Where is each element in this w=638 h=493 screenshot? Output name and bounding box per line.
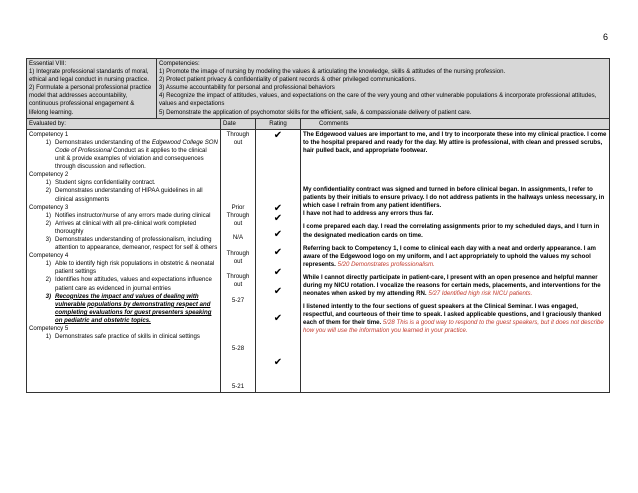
comments-cell	[301, 129, 610, 392]
comment-paragraph: The Edgewood values are important to me, and I try to incorporate these into my clinical practice. I come to the hospital prepared and ready for the day. My attire is professional, with clean and pressed scrubs, hair pulled back, and appropriate footwear.	[303, 130, 607, 154]
competency-line: 1) Promote the image of nursing by modeling the values & articulating the knowledge, skills & attitudes of the nursing profession.	[159, 68, 506, 76]
page-number: 6	[602, 32, 608, 42]
comment-paragraph: I have not had to address any errors thus far.	[303, 210, 434, 218]
evaluation-table	[26, 58, 610, 393]
list-item: 3) Recognizes the impact and values of dealing with vulnerable populations by demonstrating respect and completing evaluations for guest presenters speaking on pediatric and obstetric topics.	[45, 292, 212, 324]
list-item: 1) Demonstrates safe practice of skills in clinical settings	[45, 333, 200, 341]
list-item: 1) Demonstrates understanding of the Edgewood College SON Code of Professional Conduct as it applies to the clinical unit & provide examples of violation and consequences through discussion and reflection.	[45, 138, 218, 171]
date-value: out	[233, 220, 243, 228]
competency-list-cell	[27, 129, 221, 392]
checkmark-icon: ✔	[273, 246, 283, 258]
checkmark-icon: ✔	[273, 212, 283, 224]
competency-4-heading: Competency 4	[29, 252, 69, 260]
competency-3-heading: Competency 3	[29, 203, 69, 211]
competency-5-heading: Competency 5	[29, 325, 69, 332]
instructor-note: 5/27 Identified high risk NICU patients.	[428, 290, 533, 298]
essential-title: Essential VIII:	[29, 60, 67, 67]
list-item: 3) Demonstrates understanding of professionalism, including attention to appearance, demeanor, respect for self & others	[45, 235, 218, 252]
date-value: out	[233, 258, 243, 266]
column-header-row	[27, 118, 610, 129]
checkmark-icon: ✔	[273, 129, 283, 141]
competency-line: 2) Protect patient privacy & confidentiality of patient records & other privileged communications.	[159, 76, 417, 84]
comment-paragraph: I listened intently to the four sections of guest speakers at the Clinical Seminar. I was engaged, respectful, and courteous of their time to speak. I asked applicable questions, and I graciously thanked each of them for their time. 5/28 This is a good way to respond to the guest speakers, but it does not describe how you will use the information you learned in your practice.	[303, 303, 604, 335]
body-row	[27, 129, 610, 392]
date-value: Through	[226, 250, 250, 258]
date-value: out	[233, 280, 243, 288]
date-value: 5-27	[231, 296, 245, 304]
list-item: 2) Arrives at clinical with all pre-clinical work completed thoroughly	[45, 219, 197, 235]
date-value: Through	[226, 272, 250, 280]
essential-line: 2) Formulate a personal professional practice model that addresses accountability, continuous professional engagement & lifelong learning.	[29, 84, 152, 116]
evaluated-by-header: Evaluated by:	[27, 118, 221, 129]
checkmark-icon: ✔	[273, 266, 283, 278]
rating-cell	[256, 129, 301, 392]
rating-header: Rating	[256, 118, 301, 129]
list-item: 1) Able to identify high risk populations in obstetric & neonatal patient settings	[45, 260, 215, 276]
list-item: 1) Student signs confidentiality contract.	[45, 179, 156, 187]
comment-paragraph: While I cannot directly participate in patient-care, I present with an open presence and helpful manner during my NICU rotation. I vocalize the reasons for certain meds, placements, and interventions for the neonates when asked by my attending RN. 5/27 Identified high risk NICU patients.	[303, 273, 601, 298]
date-value: N/A	[232, 234, 244, 242]
instructor-note: 5/28 This is a good way to respond to the guest speakers, but it does not describe how you will use the information you learned in your practice.	[303, 319, 604, 335]
date-cell	[221, 129, 256, 392]
list-item: 2) Demonstrates understanding of HIPAA guidelines in all clinical assignments	[45, 187, 203, 203]
date-value: Through	[226, 212, 250, 220]
competencies-cell	[157, 59, 610, 119]
comment-paragraph: I come prepared each day. I read the correlating assignments prior to my scheduled days, and I turn in the designated medication cards on time.	[303, 223, 600, 239]
essential-line: 1) Integrate professional standards of moral, ethical and legal conduct in nursing practice.	[29, 68, 149, 84]
competency-1-heading: Competency 1	[29, 130, 69, 138]
comment-paragraph: Referring back to Competency 1, I come to clinical each day with a neat and orderly appearance. I am aware of the Edgewood logo on my uniform, and I act appropriately to uphold the values my school represents. 5/20 Demonstrates professionalism.	[303, 244, 596, 268]
date-value: Through	[226, 130, 250, 138]
list-item: 2) Identifies how attitudes, values and expectations influence patient care as evidenced in journal entries	[45, 276, 212, 292]
date-value: out	[233, 138, 243, 146]
date-header: Date	[221, 118, 256, 129]
competency-line: 5) Demonstrate the application of psychomotor skills for the efficient, safe, & compassionate delivery of patient care.	[159, 108, 472, 116]
comments-header: Comments	[301, 118, 610, 129]
competency-2-heading: Competency 2	[29, 171, 69, 179]
competencies-title: Competencies:	[159, 60, 200, 67]
header-row	[27, 59, 610, 119]
date-value: Prior	[231, 203, 245, 211]
instructor-note: 5/20 Demonstrates professionalism.	[337, 260, 435, 268]
date-value: 5-21	[231, 382, 245, 390]
comment-paragraph: My confidentiality contract was signed and turned in before clinical began. In assignments, I refer to patients by their initials to ensure privacy. I do not address patients in the hallways unless necessary, in which case I refrain from any patient identifiers.	[303, 186, 605, 210]
list-item: 1) Notifies instructor/nurse of any errors made during clinical	[45, 211, 211, 219]
essential-cell	[27, 59, 157, 119]
competency-line: 3) Assume accountability for personal and professional behaviors	[159, 84, 335, 92]
competency-line: 4) Recognize the impact of attitudes, values, and expectations on the care of the very young and other vulnerable populations & incorporate professional attitudes, values and expectations	[159, 92, 597, 108]
checkmark-icon: ✔	[273, 312, 283, 324]
checkmark-icon: ✔	[273, 285, 283, 297]
checkmark-icon: ✔	[273, 202, 283, 214]
date-value: 5-28	[231, 344, 245, 352]
checkmark-icon: ✔	[273, 356, 283, 368]
checkmark-icon: ✔	[273, 228, 283, 240]
